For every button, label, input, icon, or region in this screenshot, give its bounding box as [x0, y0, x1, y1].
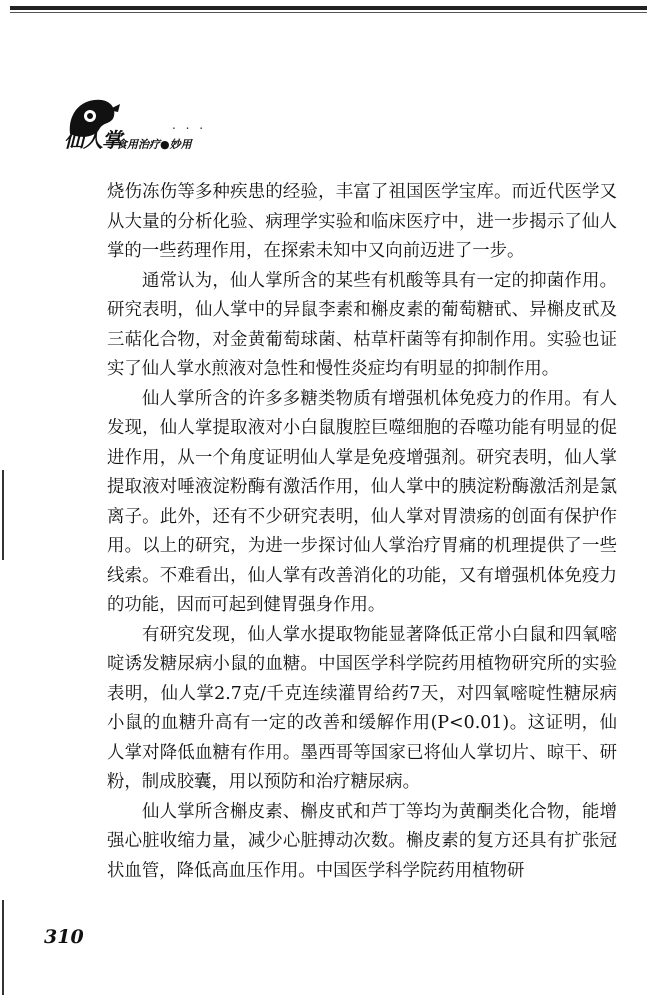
book-title: 仙人掌	[64, 128, 121, 152]
scan-edge-mark	[2, 900, 4, 995]
scan-edge-mark	[2, 470, 4, 560]
book-subtitle: 食用治疗●妙用	[116, 138, 192, 151]
body-text	[107, 178, 617, 886]
top-rule-thin	[10, 12, 647, 13]
top-rule	[10, 6, 647, 10]
page-number: 310	[44, 926, 84, 948]
paragraph: 通常认为，仙人掌所含的某些有机酸等具有一定的抑菌作用。研究表明，仙人掌中的异鼠李素和槲皮素的葡萄糖甙、异槲皮甙及三萜化合物，对金黄葡萄球菌、枯草杆菌等有抑制作用。实验也证实了仙人掌水煎液对急性和慢性炎症均有明显的抑制作用。	[107, 270, 617, 379]
book-header-logo	[64, 96, 234, 166]
paragraph: 有研究发现，仙人掌水提取物能显著降低正常小白鼠和四氧嘧啶诱发糖尿病小鼠的血糖。中国医学科学院药用植物研究所的实验表明，仙人掌2.7克/千克连续灌胃给药7天，对四氧嘧啶性糖尿病小鼠的血糖升高有一定的改善和缓解作用(P<0.01)。这证明，仙人掌对降低血糖有作用。墨西哥等国家已将仙人掌切片、晾干、研粉，制成胶囊，用以预防和治疗糖尿病。	[107, 624, 617, 792]
logo-dots: . . .	[172, 118, 207, 132]
paragraph: 仙人掌所含的许多多糖类物质有增强机体免疫力的作用。有人发现，仙人掌提取液对小白鼠腹腔巨噬细胞的吞噬功能有明显的促进作用，从一个角度证明仙人掌是免疫增强剂。研究表明，仙人掌提取液对唾液淀粉酶有激活作用，仙人掌中的胰淀粉酶激活剂是氯离子。此外，还有不少研究表明，仙人掌对胃溃疡的创面有保护作用。以上的研究，为进一步探讨仙人掌治疗胃痛的机理提供了一些线索。不难看出，仙人掌有改善消化的功能，又有增强机体免疫力的功能，因而可起到健胃强身作用。	[107, 388, 617, 615]
paragraph: 仙人掌所含槲皮素、槲皮甙和芦丁等均为黄酮类化合物，能增强心脏收缩力量，减少心脏搏动次数。槲皮素的复方还具有扩张冠状血管，降低高血压作用。中国医学科学院药用植物研	[107, 801, 617, 881]
paragraph: 烧伤冻伤等多种疾患的经验，丰富了祖国医学宝库。而近代医学又从大量的分析化验、病理学实验和临床医疗中，进一步揭示了仙人掌的一些药理作用，在探索未知中又向前迈进了一步。	[107, 182, 617, 261]
